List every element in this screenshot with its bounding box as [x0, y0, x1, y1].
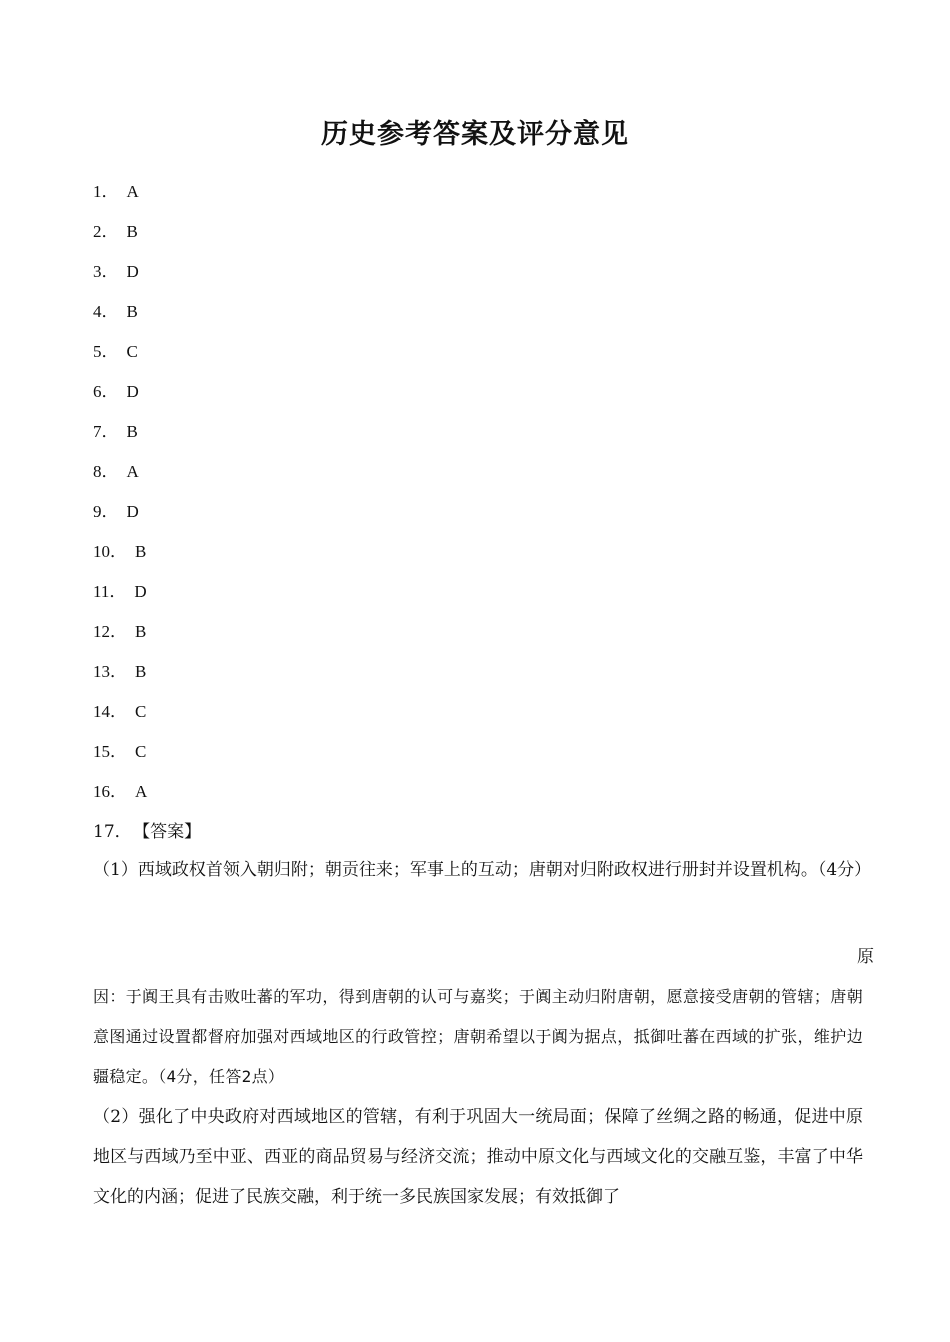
answer-number: 8． — [93, 462, 119, 481]
answer-number: 13． — [93, 662, 127, 681]
answer-number: 7． — [93, 422, 119, 441]
answer-row — [93, 498, 147, 538]
answer-number: 1． — [93, 182, 119, 201]
page-title: 历史参考答案及评分意见 — [321, 119, 629, 150]
answer-row — [93, 338, 147, 378]
question-17-header — [93, 818, 201, 846]
answer-number: 9． — [93, 502, 119, 521]
answer-letter: D — [126, 382, 139, 401]
answer-letter: D — [126, 502, 139, 521]
answer-list — [93, 178, 147, 818]
answer-tag: 【答案】 — [141, 822, 202, 842]
answer-number: 14． — [93, 702, 127, 721]
answer-row — [93, 698, 147, 738]
answer-number: 4． — [93, 302, 119, 321]
answer-row — [93, 298, 147, 338]
answer-letter: C — [126, 342, 138, 361]
q17-reason: 因：于阗王具有击败吐蕃的军功，得到唐朝的认可与嘉奖；于阗主动归附唐朝，愿意接受唐朝的管辖；唐朝意图通过设置都督府加强对西域地区的行政管控；唐朝希望以于阗为据点，抵御吐蕃在西域的扩张，维护边疆稳定。（4分，任答2点） — [93, 987, 863, 1086]
answer-row — [93, 258, 147, 298]
answer-letter: D — [134, 582, 147, 601]
answer-letter: B — [135, 542, 147, 561]
answer-letter: C — [135, 702, 147, 721]
answer-letter: C — [135, 742, 147, 761]
answer-number: 10． — [93, 542, 127, 561]
answer-letter: B — [126, 302, 138, 321]
answer-row — [93, 658, 147, 698]
answer-row — [93, 578, 147, 618]
answer-row — [93, 178, 147, 218]
answer-row — [93, 738, 147, 778]
q17-part1: （1）西域政权首领入朝归附；朝贡往来；军事上的互动；唐朝对归附政权进行册封并设置机构。（4分） — [93, 860, 872, 880]
reason-label: 原 — [857, 947, 874, 967]
answer-letter: A — [135, 782, 148, 801]
answer-number: 12． — [93, 622, 127, 641]
answer-number: 16． — [93, 782, 127, 801]
answer-letter: A — [126, 182, 139, 201]
answer-row — [93, 418, 147, 458]
answer-row — [93, 218, 147, 258]
answer-number: 3． — [93, 262, 119, 281]
answer-row — [93, 458, 147, 498]
answer-number: 5． — [93, 342, 119, 361]
q17-part2: （2）强化了中央政府对西域地区的管辖，有利于巩固大一统局面；保障了丝绸之路的畅通，促进中原地区与西域乃至中亚、西亚的商品贸易与经济交流；推动中原文化与西域文化的交融互鉴，丰富了中华文化的内涵；促进了民族交融，利于统一多民族国家发展；有效抵御了 — [93, 1107, 863, 1207]
answer-letter: B — [135, 662, 147, 681]
answer-letter: B — [135, 622, 147, 641]
answer-letter: A — [126, 462, 139, 481]
answer-letter: B — [126, 422, 138, 441]
answer-row — [93, 538, 147, 578]
answer-row — [93, 778, 147, 818]
question-number: 17． — [93, 822, 132, 842]
answer-row — [93, 618, 147, 658]
answer-number: 11． — [93, 582, 127, 601]
answer-letter: B — [126, 222, 138, 241]
answer-row — [93, 378, 147, 418]
answer-number: 2． — [93, 222, 119, 241]
answer-number: 15． — [93, 742, 127, 761]
answer-number: 6． — [93, 382, 119, 401]
answer-letter: D — [126, 262, 139, 281]
